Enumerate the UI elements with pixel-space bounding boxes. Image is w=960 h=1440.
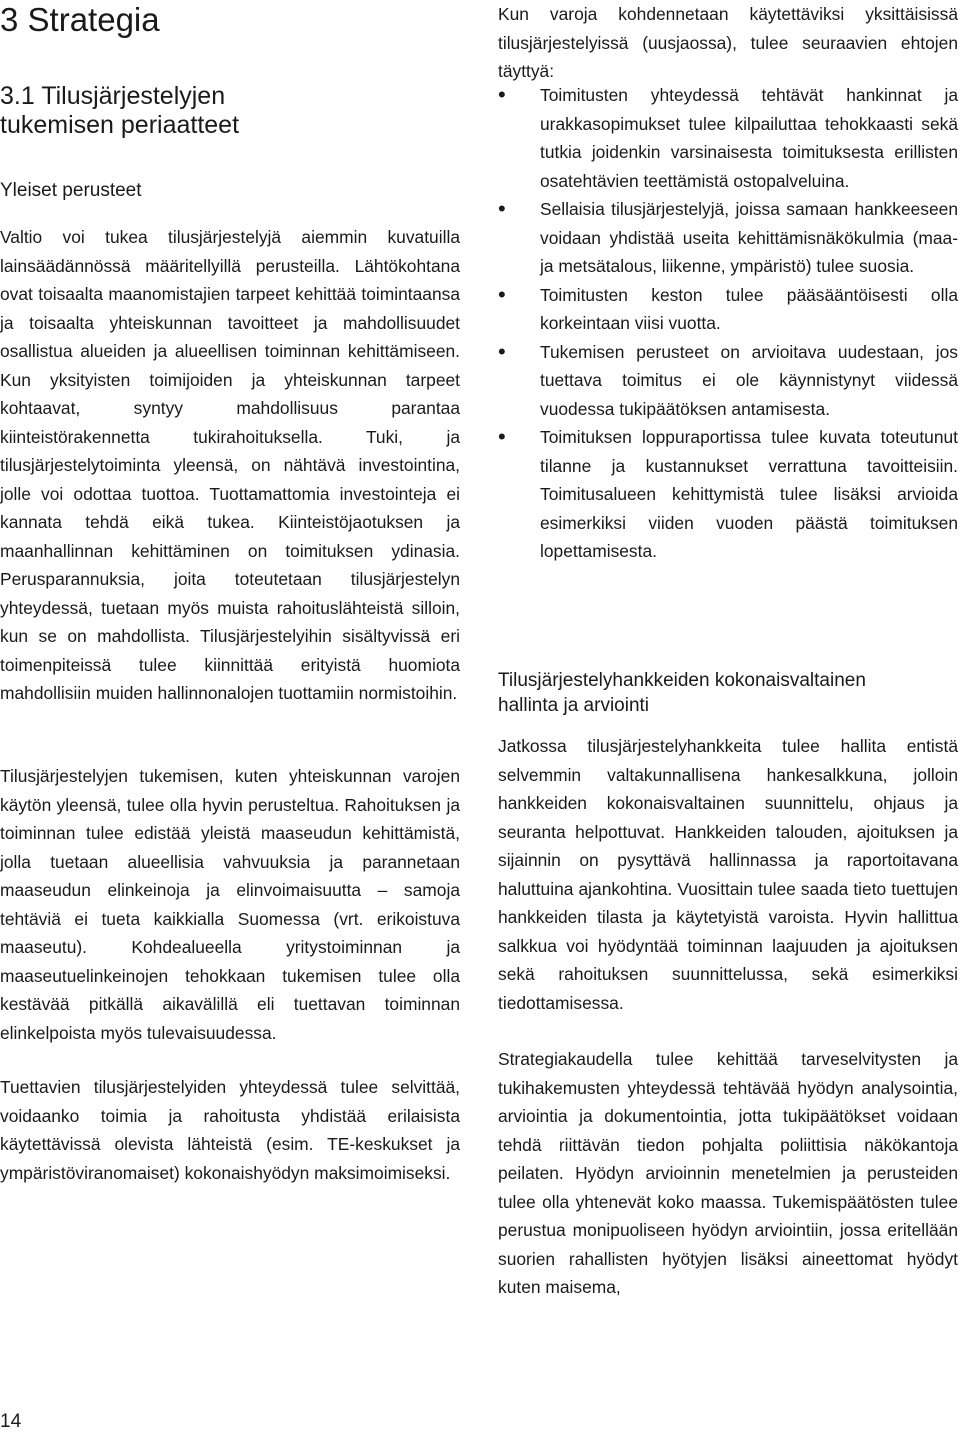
page-number: 14 bbox=[0, 1411, 22, 1432]
list-item: • Toimituksen loppuraportissa tulee kuvata toteutunut tilanne ja kustannukset verrattuna tavoitteisiin. Toimitusalueen kehittymistä tulee lisäksi arvioida esimerkiksi viiden vuoden päästä toimituksen lopettamisesta. bbox=[498, 423, 958, 566]
body-paragraph: Tuettavien tilusjärjestelyiden yhteydessä tulee selvittää, voidaanko toimia ja rahoitusta yhdistää erilaisista käytettävissä olevista lähteistä (esim. TE-keskukset ja ympäristöviranomaiset) kokonaishyödyn maksimoimiseksi. bbox=[0, 1077, 460, 1183]
subheading-hankkeiden-hallinta: Tilusjärjestelyhankkeiden kokonaisvaltainen hallinta ja arviointi bbox=[498, 670, 866, 716]
right-paragraph-2-block bbox=[498, 1045, 958, 1302]
left-paragraph-1-block bbox=[0, 223, 460, 708]
body-paragraph: Strategiakaudella tulee kehittää tarveselvitysten ja tukihakemusten yhteydessä tehtävää hyödyn analysointia, arviointia ja dokumentointia, jotta tukipäätökset voidaan tehdä riittävän tiedon pohjalta poliittisia näkökantoja peilaten. Hyödyn arvioinnin menetelmien ja perusteiden tulee olla yhtenevät koko maassa. Tukemispäätösten tulee perustua monipuoliseen hyödyn arviointiin, jossa eritellään suorien rahallisten hyötyjen lisäksi aineettomat hyödyt kuten maisema, bbox=[498, 1049, 958, 1297]
conditions-list bbox=[498, 81, 958, 566]
left-paragraph-3-block bbox=[0, 1073, 460, 1187]
right-intro-block bbox=[498, 0, 958, 86]
subheading-yleiset-perusteet: Yleiset perusteet bbox=[0, 180, 142, 201]
right-paragraph-1-block bbox=[498, 732, 958, 1017]
list-item: • Toimitusten yhteydessä tehtävät hankinnat ja urakkasopimukset tulee kilpailuttaa tehokkaasti sekä tutkia joidenkin varsinaisesta toimituksesta erillisten osatehtävien teettämistä ostopalveluina. bbox=[498, 81, 958, 195]
chapter-title: 3 Strategia bbox=[0, 1, 160, 38]
list-item: • Toimitusten keston tulee pääsääntöisesti olla korkeintaan viisi vuotta. bbox=[498, 281, 958, 338]
right-subheading-block bbox=[498, 668, 958, 718]
body-paragraph-intro: Kun varoja kohdennetaan käytettäviksi yksittäisissä tilusjärjestelyissä (uusjaossa), tulee seuraavien ehtojen täyttyä: bbox=[498, 4, 958, 81]
body-paragraph: Valtio voi tukea tilusjärjestelyjä aiemmin kuvatuilla lainsäädännössä määritellyillä perusteilla. Lähtökohtana ovat toisaalta maanomistajien tarpeet kehittää toimintaansa ja toisaalta yhteiskunnan tavoitteet ja mahdollisuudet osallistua alueiden ja alueellisen toiminnan kehittämiseen. Kun yksityisten toimijoiden ja yhteiskunnan tarpeet kohtaavat, syntyy mahdollisuus parantaa kiinteistörakennetta tukirahoituksella. Tuki, ja tilusjärjestelytoiminta yleensä, on nähtävä investointina, jolle voi odottaa tuottoa. Tuottamattomia investointeja ei kannata tehdä eikä tukea. Kiinteistöjaotuksen ja maanhallinnan kehittäminen on toimituksen ydinasia. Perusparannuksia, joita toteutetaan tilusjärjestelyn yhteydessä, tuetaan myös muista rahoituslähteistä silloin, kun se on mahdollista. Tilusjärjestelyihin sisältyvissä eri toimenpiteissä tulee kiinnittää erityistä huomiota mahdollisiin muiden hallinnonalojen tuottamiin normistoihin. bbox=[0, 227, 460, 703]
section-title: 3.1 Tilusjärjestelyjen tukemisen periaatteet bbox=[0, 82, 240, 139]
conditions-list-block bbox=[498, 81, 958, 566]
list-item: • Sellaisia tilusjärjestelyjä, joissa samaan hankkeeseen voidaan yhdistää useita kehittämisnäkökulmia (maa- ja metsätalous, liikenne, ympäristö) tulee suosia. bbox=[498, 195, 958, 281]
body-paragraph: Jatkossa tilusjärjestelyhankkeita tulee hallita entistä selvemmin valtakunnallisena hankesalkkuna, jolloin hankkeiden kokonaisvaltainen suunnittelu, ohjaus ja seuranta helpottuvat. Hankkeiden talouden, ajoituksen ja sijainnin on pysyttävä hallinnassa ja raportoitavana haluttuina ajankohtina. Vuosittain tulee saada tieto tuettujen hankkeiden tilasta ja käytetyistä varoista. Hyvin hallittua salkkua voi hyödyntää toiminnan laajuuden ja ajoituksen sekä rahoituksen suunnittelussa, sekä esimerkiksi tiedottamisessa. bbox=[498, 736, 958, 1013]
left-subheading-block bbox=[0, 178, 460, 203]
left-paragraph-2-block bbox=[0, 762, 460, 1047]
body-paragraph: Tilusjärjestelyjen tukemisen, kuten yhteiskunnan varojen käytön yleensä, tulee olla hyvin perusteltua. Rahoituksen ja toiminnan tulee edistää yleistä maaseudun kehittämistä, jolla tuetaan alueellisia vahvuuksia ja parannetaan maaseudun elinkeinoja ja elinvoimaisuutta – samoja tehtäviä ei tueta kaikkialla Suomessa (vrt. erikoistuva maaseutu). Kohdealueella yritystoiminnan ja maaseutuelinkeinojen tehokkaan tukemisen tulee olla kestävää pitkällä aikavälillä eli tuettavan toiminnan elinkelpoista myös tulevaisuudessa. bbox=[0, 766, 460, 1043]
list-item: • Tukemisen perusteet on arvioitava uudestaan, jos tuettava toimitus ei ole käynnistynyt viidessä vuodessa tukipäätöksen antamisesta. bbox=[498, 338, 958, 424]
